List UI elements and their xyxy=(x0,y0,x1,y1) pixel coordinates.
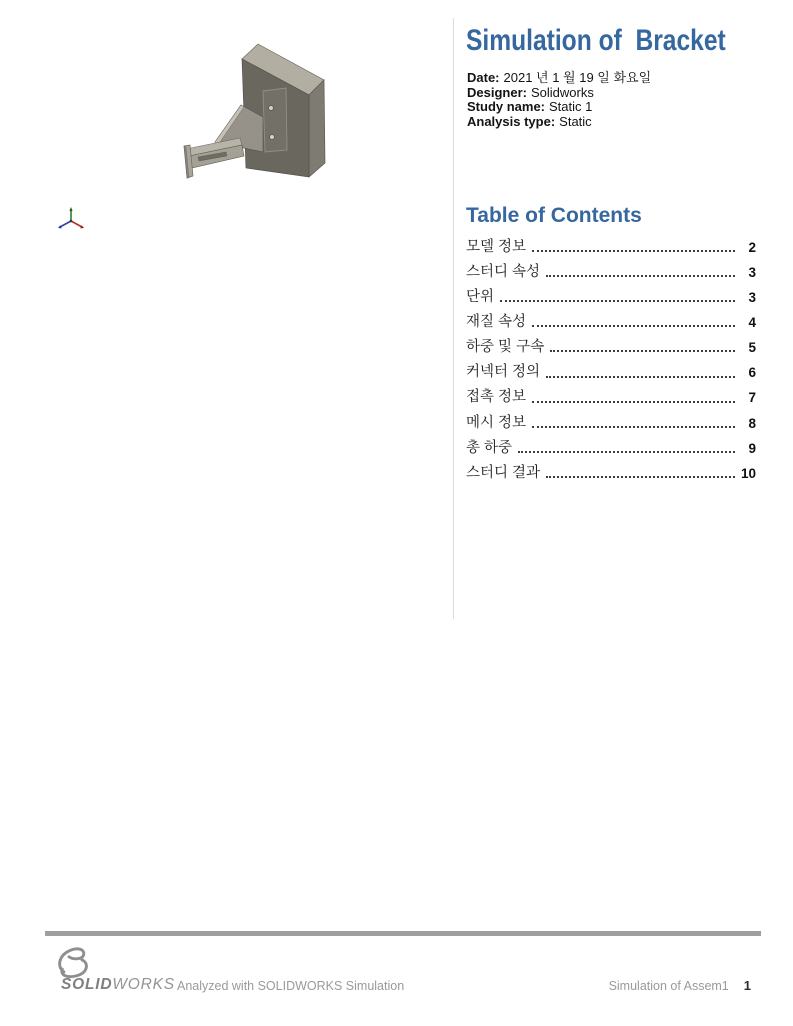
toc-dot-leader xyxy=(550,350,735,352)
footer-divider-bar xyxy=(45,931,761,936)
solidworks-wordmark-bold: SOLID xyxy=(61,976,113,993)
meta-row xyxy=(467,71,767,86)
toc-dot-leader xyxy=(500,300,735,302)
toc-entry-label: 접촉 정보 xyxy=(466,389,527,406)
toc-heading: Table of Contents xyxy=(466,204,642,227)
footer-right-group xyxy=(609,978,751,993)
toc-entry-page-number: 8 xyxy=(748,415,756,431)
toc-entry-label: 단위 xyxy=(466,289,495,306)
toc-list xyxy=(466,230,756,481)
orientation-triad-icon xyxy=(56,204,86,234)
toc-dot-leader xyxy=(532,426,735,428)
meta-label: Analysis type: xyxy=(467,114,556,130)
bracket-model-image xyxy=(170,18,400,198)
toc-entry-page-number: 7 xyxy=(748,390,756,406)
footer-tagline: Analyzed with SOLIDWORKS Simulation xyxy=(177,979,405,993)
toc-entry[interactable] xyxy=(466,305,756,330)
toc-entry-page-number: 9 xyxy=(748,440,756,456)
toc-entry-page-number: 10 xyxy=(740,465,756,481)
toc-entry[interactable] xyxy=(466,406,756,431)
toc-entry-page-number: 6 xyxy=(748,365,756,381)
meta-value: Static xyxy=(559,114,592,130)
toc-entry-label: 총 하중 xyxy=(466,439,513,456)
meta-label: Date: xyxy=(467,70,500,85)
report-title: Simulation of Bracket xyxy=(466,24,726,57)
toc-entry-page-number: 5 xyxy=(748,340,756,356)
toc-dot-leader xyxy=(546,376,735,378)
toc-dot-leader xyxy=(546,275,735,277)
toc-entry-label: 모델 정보 xyxy=(466,238,527,255)
toc-entry-label: 하중 및 구속 xyxy=(466,339,545,356)
toc-entry-page-number: 3 xyxy=(748,290,756,306)
meta-row xyxy=(467,115,767,130)
toc-entry-label: 스터디 속성 xyxy=(466,263,541,280)
toc-entry[interactable] xyxy=(466,456,756,481)
footer-page-number: 1 xyxy=(743,978,751,993)
toc-entry[interactable] xyxy=(466,381,756,406)
meta-label: Designer: xyxy=(467,84,527,100)
toc-entry-page-number: 4 xyxy=(748,315,756,331)
toc-entry[interactable] xyxy=(466,230,756,255)
toc-entry-page-number: 3 xyxy=(748,265,756,281)
toc-entry-page-number: 2 xyxy=(748,239,756,255)
meta-row xyxy=(467,86,767,101)
meta-row xyxy=(467,100,767,115)
toc-entry[interactable] xyxy=(466,255,756,280)
toc-dot-leader xyxy=(532,325,735,327)
toc-entry[interactable] xyxy=(466,431,756,456)
meta-value: Solidworks xyxy=(530,84,594,100)
toc-entry-label: 스터디 결과 xyxy=(466,464,541,481)
toc-entry-label: 커넥터 정의 xyxy=(466,364,541,381)
solidworks-wordmark-light: WORKS xyxy=(112,976,175,993)
toc-entry-label: 메시 정보 xyxy=(466,414,527,431)
toc-dot-leader xyxy=(532,401,735,403)
meta-value: 2021 년 1 월 19 일 화요일 xyxy=(503,70,652,85)
footer-document-name: Simulation of Assem1 xyxy=(608,979,729,993)
toc-dot-leader xyxy=(546,476,735,478)
toc-entry[interactable] xyxy=(466,330,756,355)
toc-dot-leader xyxy=(518,451,735,453)
toc-entry-label: 재질 속성 xyxy=(466,314,527,331)
report-meta xyxy=(467,71,767,130)
column-divider xyxy=(453,18,454,619)
meta-label: Study name: xyxy=(467,99,546,115)
toc-entry[interactable] xyxy=(466,280,756,305)
toc-entry[interactable] xyxy=(466,355,756,380)
toc-dot-leader xyxy=(532,250,735,252)
meta-value: Static 1 xyxy=(549,99,593,115)
solidworks-wordmark xyxy=(61,976,175,994)
